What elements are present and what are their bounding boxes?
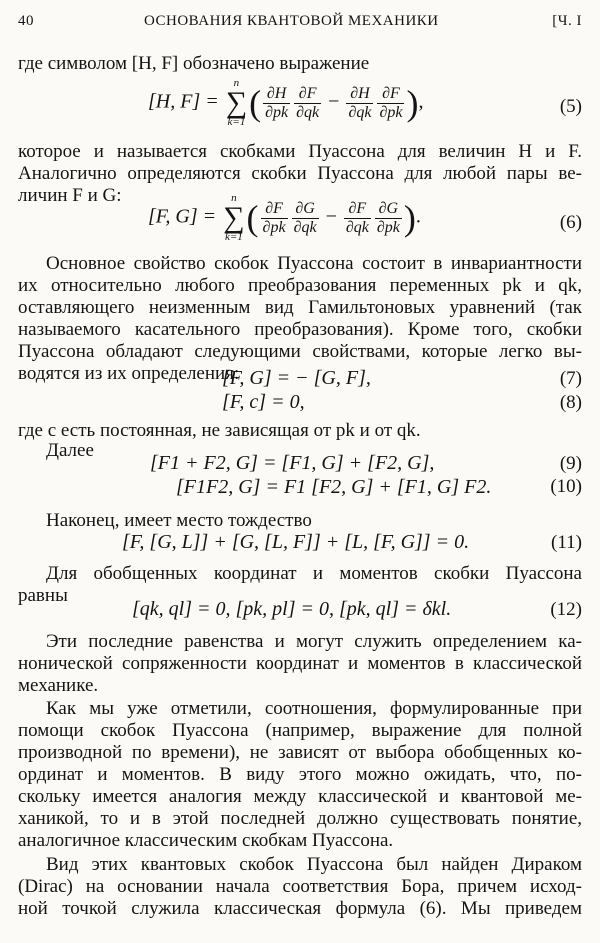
text-line: где c есть постоянная, не зависящая от pk и от qk.	[18, 420, 421, 441]
text-line: Как мы уже отметили, соотношения, формулированные при	[46, 698, 582, 719]
text-line: аналогичное классическим скобкам Пуассона.	[18, 830, 394, 851]
text-line: производной по времени), не зависят от выбора обобщенных ко-	[18, 742, 582, 763]
text-line: оставляющего неизменным вид Гамильтоновых уравнений (так	[18, 297, 582, 318]
running-title: ОСНОВАНИЯ КВАНТОВОЙ МЕХАНИКИ	[144, 13, 439, 29]
text-line: скольку имеется аналогия между классической и квантовой ме-	[18, 786, 582, 807]
text-line: (Dirac) на основании начала соответствия Бора, причем исход-	[18, 876, 582, 897]
text-line: где символом [H, F] обозначено выражение	[18, 53, 370, 74]
text-line: ной точкой служила классическая формула (6). Мы приведем	[18, 898, 582, 919]
equation-number: (11)	[551, 532, 582, 553]
sum-sign: n ∑ k=1	[225, 77, 248, 128]
text-line: водятся из их определения:	[18, 363, 240, 384]
text-line: Основное свойство скобок Пуассона состоит в инвариантности	[46, 253, 582, 274]
text-line: личин F и G:	[18, 185, 122, 206]
text-line: равны	[18, 585, 68, 606]
equation-11: [F, [G, L]] + [G, [L, F]] + [L, [F, G]] = 0.	[122, 531, 470, 553]
text-line: называемого касательного преобразования). Кроме того, скобки	[18, 319, 582, 340]
text-line: Далее	[46, 440, 94, 461]
equation-9: [F1 + F2, G] = [F1, G] + [F2, G],	[150, 452, 435, 474]
text-line: нонической сопряженности координат и моментов в классической	[18, 653, 582, 674]
sum-sign: n ∑ k=1	[223, 192, 245, 243]
equation-number: (6)	[559, 212, 582, 233]
text-line: их относительно любого преобразования переменных pk и qk,	[18, 275, 582, 296]
text-line: Аналогично определяются скобки Пуассона для любой пары ве-	[18, 163, 582, 184]
equation-number: (12)	[550, 599, 582, 620]
text-line: Пуассона обладают следующими свойствами, которые легко вы-	[18, 341, 582, 362]
equation-6: [F, G] = n ∑ k=1 ( $\frac{\partial F}{\partial pk}$ $\frac{\partial G}{\partial qk}$ − $\frac{\partial F}{\partial qk}$ $\frac{\partial G}{\partial pk}$ ).	[148, 192, 421, 243]
equation-number: (9)	[559, 453, 582, 474]
text-line: механике.	[18, 675, 99, 696]
text-line: Для обобщенных координат и моментов скобки Пуассона	[46, 563, 582, 584]
equation-number: (8)	[559, 392, 582, 413]
equation-10: [F1F2, G] = F1 [F2, G] + [F1, G] F2.	[176, 476, 492, 498]
page-number: 40	[18, 13, 34, 29]
text-line: Наконец, имеет место тождество	[46, 510, 312, 531]
equation-12: [qk, ql] = 0, [pk, pl] = 0, [pk, ql] = δkl.	[132, 598, 452, 620]
part-label: [Ч. I	[552, 13, 582, 29]
equation-number: (10)	[550, 476, 582, 497]
text-line: ординат и моментов. В виду этого можно ожидать, что, по-	[18, 764, 582, 785]
equation-7: [F, G] = − [G, F],	[222, 367, 371, 389]
equation-number: (5)	[559, 96, 582, 117]
text-line: помощи скобок Пуассона (например, выражение для полной	[18, 720, 582, 741]
text-line: Вид этих квантовых скобок Пуассона был найден Дираком	[46, 854, 582, 875]
equation-5: [H, F] = n ∑ k=1 ( $\frac{\partial H}{\partial pk}$ $\frac{\partial F}{\partial qk}$ − $\frac{\partial H}{\partial qk}$ $\frac{\partial F}{\partial pk}$ ),	[148, 77, 424, 128]
text-line: ханикой, то и в этой последней должно существовать понятие,	[18, 808, 582, 829]
text-line: которое и называется скобками Пуассона для величин H и F.	[18, 141, 582, 162]
equation-number: (7)	[559, 368, 582, 389]
text-line: Эти последние равенства и могут служить определением ка-	[46, 631, 582, 652]
equation-8: [F, c] = 0,	[222, 391, 305, 413]
